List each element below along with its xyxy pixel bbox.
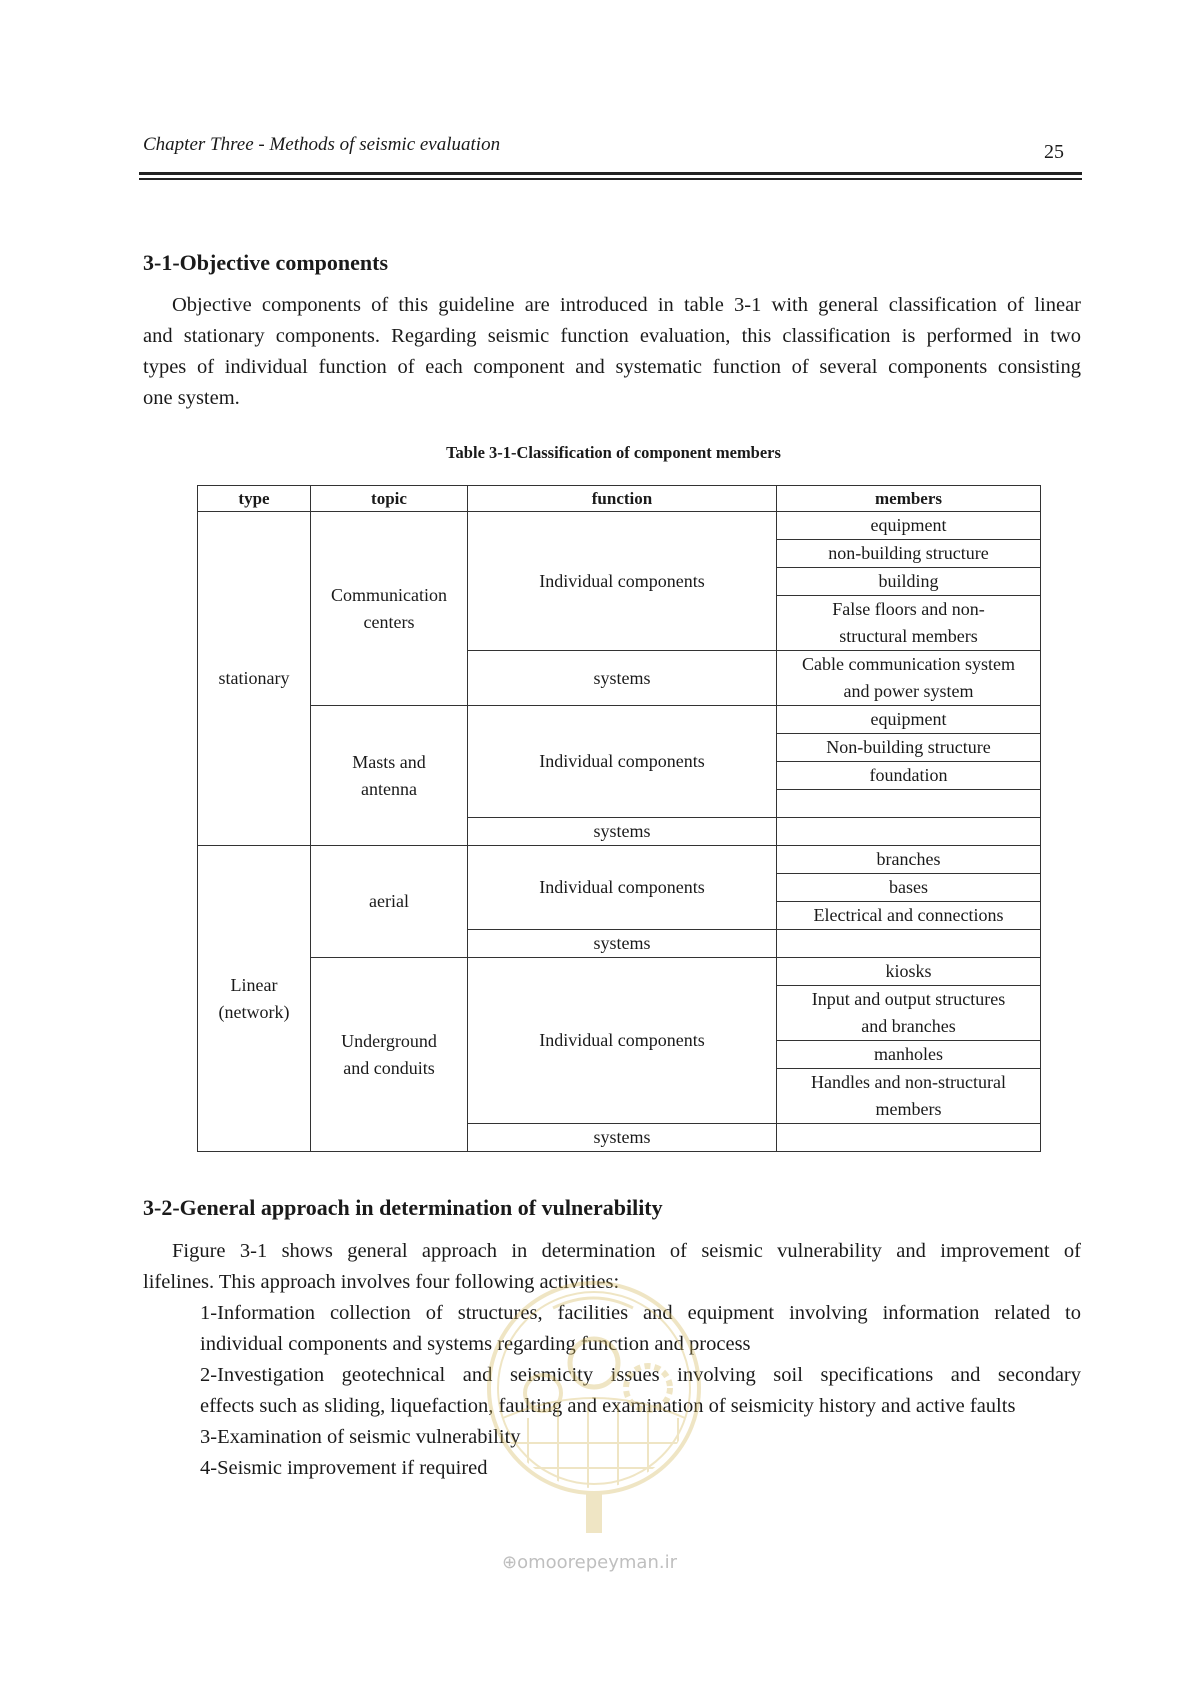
member-cell: Handles and non-structural members [777,1069,1041,1124]
header-rule-thin [139,178,1082,180]
paragraph-line: and stationary components. Regarding seismic function evaluation, this classification is performed in two [143,325,1081,347]
list-item-continuation: effects such as sliding, liquefaction, faulting and examination of seismicity history and active faults [200,1395,1016,1417]
header-rule-thick [139,172,1082,175]
page-number: 25 [1044,141,1064,163]
topic-underground-conduits: Underground and conduits [311,958,468,1152]
paragraph-line: Objective components of this guideline are introduced in table 3-1 with general classification of linear [172,294,1081,316]
table-row [198,706,1041,734]
member-cell: foundation [777,762,1041,790]
function-individual: Individual components [468,846,777,930]
section-heading-general-approach: 3-2-General approach in determination of vulnerability [143,1195,663,1220]
member-cell: non-building structure [777,540,1041,568]
globe-icon: ⊕ [502,1552,518,1573]
member-cell: False floors and non- structural members [777,596,1041,651]
header-members: members [777,486,1041,512]
function-individual: Individual components [468,958,777,1124]
classification-table [197,485,1041,1152]
member-cell: kiosks [777,958,1041,986]
table-row [198,846,1041,874]
seal-logo-icon [483,1268,705,1538]
member-cell: equipment [777,512,1041,540]
paragraph-line: lifelines. This approach involves four following activities: [143,1271,620,1293]
type-stationary: stationary [198,512,311,846]
header-topic: topic [311,486,468,512]
function-systems: systems [468,1124,777,1152]
section1-paragraph [143,290,1081,414]
list-item-continuation: individual components and systems regarding function and process [200,1333,751,1355]
paragraph-line: types of individual function of each component and systematic function of several components consisting [143,356,1081,378]
member-cell: manholes [777,1041,1041,1069]
topic-communication-centers: Communication centers [311,512,468,706]
list-item: 2-Investigation geotechnical and seismicity issues involving soil specifications and secondary [200,1364,1081,1386]
member-cell: building [777,568,1041,596]
header-type: type [198,486,311,512]
member-cell-empty [777,818,1041,846]
function-individual: Individual components [468,706,777,818]
function-systems: systems [468,818,777,846]
section-heading-objective-components: 3-1-Objective components [143,250,389,275]
table-header-row [198,486,1041,512]
list-item: 4-Seismic improvement if required [200,1457,488,1479]
watermark-site-text: ⊕omoorepeyman.ir [502,1552,677,1573]
member-cell: Non-building structure [777,734,1041,762]
table-caption: Table 3-1-Classification of component members [446,443,781,462]
paragraph-line: Figure 3-1 shows general approach in determination of seismic vulnerability and improvement of [172,1240,1081,1262]
member-cell-empty [777,790,1041,818]
table-row [198,958,1041,986]
function-individual: Individual components [468,512,777,651]
chapter-title: Chapter Three - Methods of seismic evaluation [143,134,501,155]
list-item: 1-Information collection of structures, facilities and equipment involving information related to [200,1302,1081,1324]
list-item: 3-Examination of seismic vulnerability [200,1426,521,1448]
member-cell: Electrical and connections [777,902,1041,930]
member-cell: bases [777,874,1041,902]
function-systems: systems [468,930,777,958]
paragraph-line: one system. [143,387,240,409]
table-row [198,512,1041,540]
member-cell: equipment [777,706,1041,734]
member-cell: branches [777,846,1041,874]
member-cell: Input and output structures and branches [777,986,1041,1041]
function-systems: systems [468,651,777,706]
topic-aerial: aerial [311,846,468,958]
member-cell: Cable communication system and power system [777,651,1041,706]
member-cell-empty [777,1124,1041,1152]
header-function: function [468,486,777,512]
topic-masts-antenna: Masts and antenna [311,706,468,846]
member-cell-empty [777,930,1041,958]
type-linear-network: Linear (network) [198,846,311,1152]
